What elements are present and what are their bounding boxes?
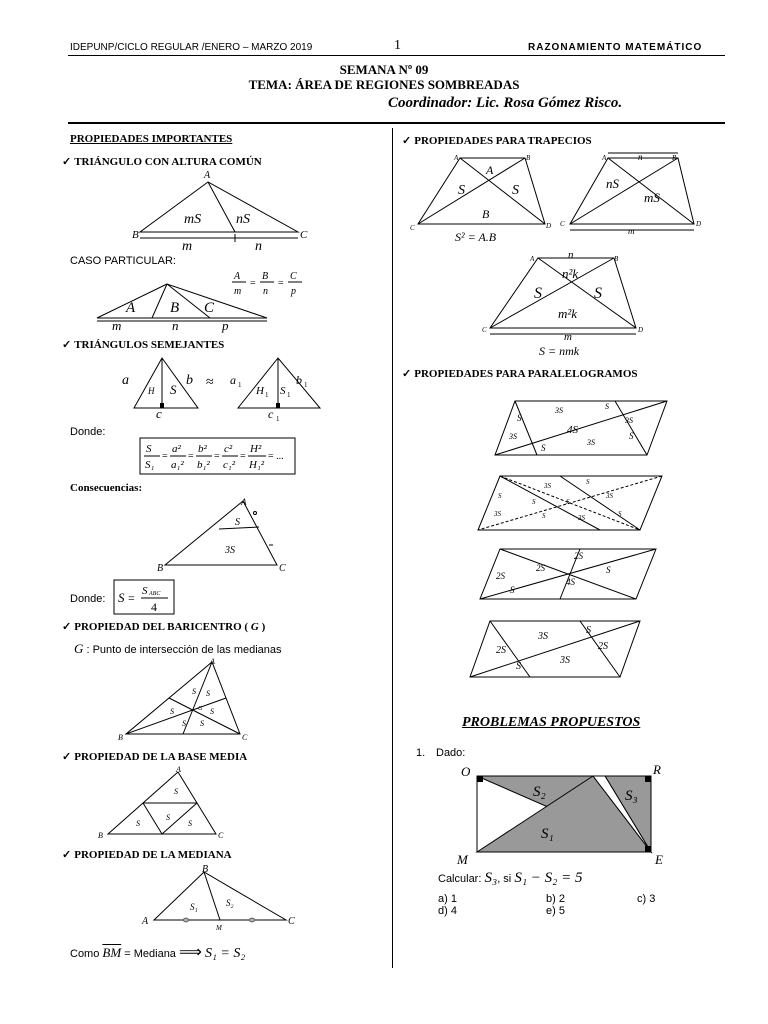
svg-text:c: c [156, 406, 162, 421]
svg-text:3S: 3S [555, 406, 563, 415]
svg-text:M: M [216, 924, 222, 932]
svg-text:S: S [498, 492, 502, 500]
svg-text:S: S [594, 285, 602, 302]
svg-text:S: S [618, 510, 622, 518]
svg-text:S₁: S₁ [145, 459, 155, 471]
svg-text:a: a [230, 373, 236, 387]
svg-text:S: S [142, 585, 148, 597]
svg-text:nS: nS [236, 212, 250, 227]
heading-consequences: Consecuencias: [70, 482, 143, 494]
check-icon: ✓ [62, 751, 72, 763]
header-subject: RAZONAMIENTO MATEMÁTICO [528, 42, 703, 53]
svg-text:B: B [482, 207, 490, 221]
check-icon: ✓ [62, 339, 72, 351]
svg-text:n: n [638, 152, 643, 162]
svg-text:S: S [586, 625, 591, 636]
svg-text:C: C [242, 733, 248, 742]
svg-text:S: S [206, 689, 210, 698]
svg-text:S: S [136, 819, 140, 828]
svg-text:D: D [638, 326, 644, 334]
svg-text:B: B [170, 300, 180, 316]
svg-text:A: A [142, 916, 149, 927]
check-icon: ✓ [62, 849, 72, 861]
svg-text:S₃: S₃ [625, 788, 638, 804]
s-equality: S₁ = S₂ [205, 946, 246, 961]
heading-text: TRIÁNGULOS SEMEJANTES [74, 339, 225, 351]
svg-text:S: S [192, 687, 196, 696]
problem-1-number: 1. [416, 747, 426, 759]
common-height-triangle [130, 168, 320, 253]
similarity-formula [140, 438, 300, 478]
condition: S₁ − S₂ = 5 [514, 870, 583, 886]
option-d[interactable]: d) 4 [438, 905, 457, 917]
option-c[interactable]: c) 3 [637, 893, 656, 905]
svg-text:C: C [560, 220, 565, 228]
svg-text:G: G [198, 706, 203, 712]
svg-text:S: S [510, 585, 515, 595]
parallelogram-3 [470, 545, 665, 605]
median-triangle [140, 862, 300, 932]
svg-text:c²: c² [224, 443, 233, 455]
svg-text:3S: 3S [225, 545, 235, 556]
svg-text:C: C [410, 224, 415, 232]
heading-properties: PROPIEDADES IMPORTANTES [70, 133, 233, 145]
check-icon: ✓ [402, 135, 412, 147]
median-statement [70, 942, 245, 962]
proposed-problems-heading: PROBLEMAS PROPUESTOS [462, 715, 641, 730]
svg-text:3S: 3S [494, 510, 501, 518]
heading-parallelograms [402, 367, 638, 380]
svg-text:S: S [280, 385, 286, 397]
svg-text:3S: 3S [625, 416, 633, 425]
como-text: Como [70, 948, 100, 960]
parallelogram-2 [470, 470, 670, 535]
svg-text:m: m [628, 226, 635, 236]
svg-text:S: S [532, 498, 536, 506]
svg-text:B: B [157, 563, 164, 574]
svg-text:C: C [290, 271, 297, 282]
paren-close: ) [261, 621, 266, 633]
svg-text:S: S [210, 707, 214, 716]
check-icon: ✓ [402, 368, 412, 380]
svg-text:S: S [586, 478, 590, 486]
parallelogram-4 [460, 615, 650, 685]
week-title: SEMANA Nº 09 [339, 62, 429, 77]
problem-1-rectangle [455, 760, 675, 870]
heading-text: PROPIEDAD DEL BARICENTRO ( [74, 621, 249, 633]
svg-text:B: B [526, 154, 531, 162]
svg-text:B: B [118, 733, 123, 742]
svg-text:c: c [268, 407, 274, 421]
bm-segment: $\overline{BM}$ [102, 945, 122, 960]
special-case-triangle [92, 282, 272, 332]
consequence-triangle [155, 495, 290, 577]
svg-text:S: S [166, 813, 170, 822]
svg-text:1: 1 [287, 391, 291, 399]
svg-text:A: A [234, 271, 241, 282]
svg-text:S: S [170, 382, 177, 397]
svg-text:H₁²: H₁² [249, 459, 265, 471]
svg-text:3S: 3S [509, 432, 517, 441]
svg-text:≈: ≈ [206, 375, 214, 390]
svg-text:b²: b² [198, 443, 207, 455]
topic-title: TEMA: ÁREA DE REGIONES SOMBREADAS [248, 77, 520, 92]
svg-text:C: C [279, 563, 286, 574]
svg-text:D: D [546, 222, 552, 230]
svg-text:C: C [204, 300, 215, 316]
svg-text:=: = [250, 278, 256, 289]
si-text: , si [497, 873, 512, 885]
problem-1-given: Dado: [436, 747, 466, 759]
option-e[interactable]: e) 5 [546, 905, 565, 917]
svg-text:A: A [210, 657, 215, 666]
svg-text:H: H [256, 385, 264, 397]
check-icon: ✓ [62, 156, 72, 168]
svg-text:R: R [653, 762, 661, 777]
svg-text:mS: mS [644, 190, 660, 205]
g-text: : Punto de intersección de las medianas [86, 644, 282, 656]
s3-symbol: S₃ [484, 870, 498, 886]
svg-text:2S: 2S [536, 563, 545, 573]
calcular-text: Calcular: [438, 873, 482, 885]
svg-text:a₁²: a₁² [171, 459, 184, 471]
svg-text:=: = [128, 591, 135, 605]
heading-trapezoids [402, 134, 592, 147]
svg-text:C: C [218, 831, 224, 840]
heading-text: PROPIEDADES PARA TRAPECIOS [414, 135, 592, 147]
area-formula [114, 580, 176, 616]
svg-text:S: S [235, 517, 240, 528]
svg-text:p: p [291, 286, 296, 297]
heading-text: TRIÁNGULO CON ALTURA COMÚN [74, 156, 262, 168]
svg-text:S: S [566, 498, 570, 506]
svg-text:S: S [170, 707, 174, 716]
option-b[interactable]: b) 2 [546, 893, 565, 905]
svg-text:D: D [696, 220, 702, 228]
heading-midsegment [62, 750, 247, 763]
special-case-label: CASO PARTICULAR: [70, 255, 176, 267]
svg-text:B: B [132, 229, 139, 241]
svg-text:n: n [172, 318, 179, 333]
svg-text:3S: 3S [538, 631, 548, 642]
svg-text:1: 1 [265, 391, 269, 399]
svg-text:S: S [534, 285, 542, 302]
svg-text:C: C [288, 916, 295, 927]
parallelogram-1 [485, 395, 675, 460]
heading-text: PROPIEDAD DE LA MEDIANA [74, 849, 232, 861]
svg-text:n: n [568, 249, 574, 261]
svg-text:m: m [182, 239, 193, 254]
heading-common-height [62, 155, 262, 168]
mediana-text: = Mediana [124, 948, 176, 960]
svg-text:A: A [454, 154, 459, 162]
svg-text:2S: 2S [496, 571, 505, 581]
svg-text:S: S [458, 183, 465, 198]
svg-text:3S: 3S [587, 438, 595, 447]
svg-text:H²: H² [250, 443, 262, 455]
svg-text:S: S [542, 512, 546, 520]
svg-text:b: b [296, 373, 302, 387]
svg-text:m²k: m²k [558, 306, 578, 321]
implies-arrow-icon: ⟹ [179, 944, 202, 961]
svg-text:O: O [461, 764, 471, 779]
svg-text:4: 4 [151, 600, 157, 614]
similar-triangles [120, 352, 330, 427]
svg-text:S: S [146, 443, 152, 455]
svg-text:S₂: S₂ [226, 898, 234, 908]
heading-similar-triangles [62, 338, 224, 351]
svg-text:2S: 2S [496, 645, 506, 656]
svg-text:=: = [214, 451, 220, 462]
svg-text:S: S [516, 661, 521, 672]
svg-text:B: B [672, 154, 677, 162]
svg-text:A: A [126, 300, 136, 316]
svg-text:m: m [564, 331, 572, 343]
svg-text:S: S [200, 719, 204, 728]
svg-text:S: S [174, 787, 178, 796]
header-rule [68, 55, 725, 56]
problem-1-question [438, 870, 583, 887]
svg-text:=: = [188, 451, 194, 462]
svg-text:4S: 4S [567, 424, 578, 436]
svg-text:= ...: = ... [268, 451, 284, 462]
where-label-2: Donde: [70, 593, 106, 605]
svg-text:a²: a² [172, 443, 181, 455]
g-definition [74, 641, 282, 657]
svg-text:S: S [606, 565, 611, 575]
svg-text:S: S [605, 402, 609, 411]
page-number: 1 [394, 38, 401, 53]
heading-barycenter [62, 620, 265, 633]
svg-text:3S: 3S [606, 492, 613, 500]
heading-text: PROPIEDADES PARA PARALELOGRAMOS [414, 368, 638, 380]
svg-text:1: 1 [304, 381, 308, 389]
svg-text:A: A [530, 255, 535, 263]
svg-text:S: S [629, 431, 634, 441]
svg-text:S: S [517, 413, 522, 423]
svg-text:b: b [186, 373, 193, 388]
svg-text:S: S [512, 183, 519, 198]
svg-text:=: = [162, 451, 168, 462]
svg-text:ABC: ABC [149, 591, 161, 597]
svg-text:nS: nS [606, 176, 619, 191]
header-course: IDEPUNP/CICLO REGULAR /ENERO – MARZO 2019 [70, 42, 313, 53]
svg-text:2S: 2S [574, 551, 583, 561]
svg-text:c₁²: c₁² [223, 459, 236, 471]
heading-median [62, 848, 232, 861]
svg-text:mS: mS [184, 212, 202, 227]
svg-text:M: M [457, 852, 468, 867]
svg-text:A: A [176, 765, 181, 774]
svg-text:p: p [222, 318, 229, 333]
svg-text:n²k: n²k [562, 266, 579, 281]
svg-text:3S: 3S [544, 482, 551, 490]
svg-text:S₂: S₂ [533, 784, 546, 800]
barycenter-triangle [118, 656, 248, 741]
svg-text:A: A [204, 170, 211, 181]
svg-text:C: C [482, 326, 487, 334]
g-letter: G [250, 621, 259, 633]
midsegment-triangle [96, 764, 226, 844]
svg-text:A: A [241, 497, 247, 507]
svg-text:S: S [182, 719, 186, 728]
svg-text:=: = [240, 451, 246, 462]
where-label-1: Donde: [70, 426, 106, 438]
svg-text:H: H [148, 386, 155, 396]
svg-text:n: n [263, 286, 268, 297]
g-letter: G [74, 641, 84, 656]
svg-text:A: A [602, 154, 607, 162]
trapezoid-formula-1: S² = A.B [455, 230, 497, 244]
svg-text:3S: 3S [578, 514, 585, 522]
svg-text:S₁: S₁ [190, 902, 198, 912]
svg-text:4S: 4S [566, 577, 575, 587]
svg-text:B: B [98, 831, 103, 840]
trapezoid-diagram-3 [480, 248, 650, 348]
svg-text:B: B [202, 864, 209, 875]
check-icon: ✓ [62, 621, 72, 633]
svg-text:1: 1 [276, 415, 280, 423]
svg-text:1: 1 [238, 381, 242, 389]
svg-text:C: C [300, 229, 308, 241]
svg-text:S: S [188, 819, 192, 828]
svg-text:B: B [614, 255, 619, 263]
svg-text:2S: 2S [598, 641, 608, 652]
column-divider [392, 128, 393, 968]
svg-text:=: = [278, 278, 284, 289]
svg-text:A: A [486, 163, 494, 177]
trapezoid-formula-2: S = nmk [539, 344, 580, 358]
svg-text:S: S [118, 590, 125, 605]
svg-text:3S: 3S [560, 655, 570, 666]
svg-text:S₁: S₁ [541, 826, 554, 842]
svg-text:a: a [122, 373, 129, 388]
trapezoid-diagram-2 [558, 150, 708, 240]
svg-text:m: m [234, 286, 242, 297]
svg-text:B: B [262, 271, 269, 282]
svg-text:E: E [655, 852, 663, 867]
heading-text: PROPIEDAD DE LA BASE MEDIA [74, 751, 248, 763]
svg-text:b₁²: b₁² [197, 459, 210, 471]
svg-text:n: n [255, 239, 262, 254]
title-rule [68, 122, 725, 124]
svg-text:S: S [541, 443, 546, 453]
svg-text:m: m [112, 318, 122, 333]
option-a[interactable]: a) 1 [438, 893, 457, 905]
coordinator: Coordinador: Lic. Rosa Gómez Risco. [388, 95, 623, 111]
